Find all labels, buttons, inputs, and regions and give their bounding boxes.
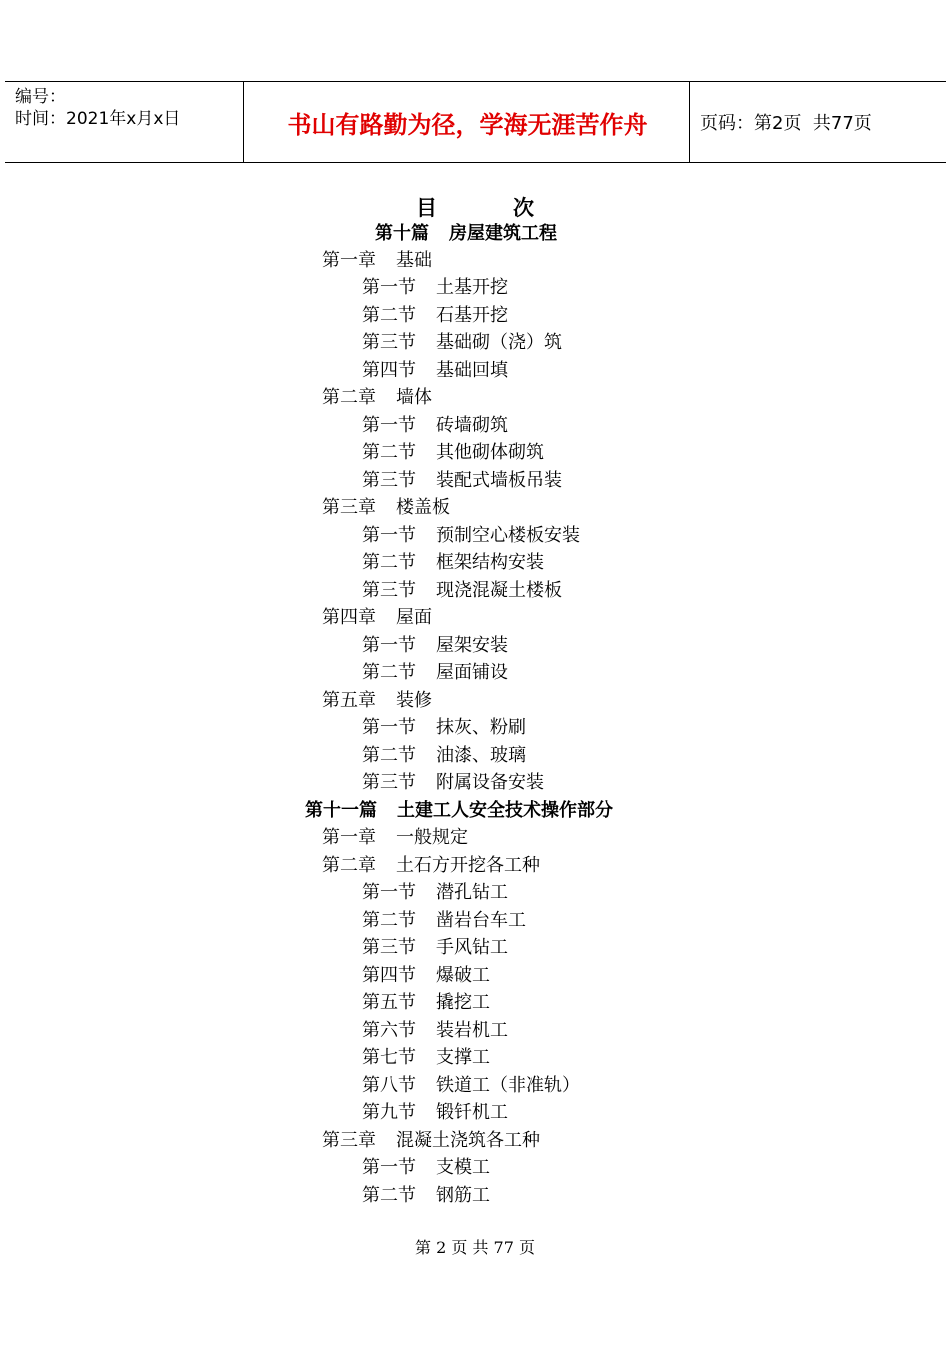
- toc-section: 第三节 基础砌（浇）筑: [362, 332, 562, 353]
- toc-chapter: 第一章 一般规定: [322, 827, 468, 848]
- toc-section: 第一节 预制空心楼板安装: [362, 525, 580, 546]
- toc-section: 第二节 石基开挖: [362, 305, 508, 326]
- toc-section: 第三节 附属设备安装: [362, 772, 544, 793]
- toc-section: 第二节 油漆、玻璃: [362, 745, 526, 766]
- toc-section: 第二节 凿岩台车工: [362, 910, 526, 931]
- toc-chapter: 第三章 混凝土浇筑各工种: [322, 1130, 540, 1151]
- header-meta: [15, 86, 180, 130]
- toc-section: 第五节 撬挖工: [362, 992, 490, 1013]
- toc-section: 第三节 手风钻工: [362, 937, 508, 958]
- header-page-code: 页码：第2页 共77页: [700, 113, 872, 134]
- toc-section: 第三节 现浇混凝土楼板: [362, 580, 562, 601]
- page-footer: 第 2 页 共 77 页: [415, 1238, 535, 1257]
- toc-section: 第七节 支撑工: [362, 1047, 490, 1068]
- toc-section: 第一节 支模工: [362, 1157, 490, 1178]
- header-motto: 书山有路勤为径，学海无涯苦作舟: [287, 110, 648, 139]
- toc-part: 第十一篇 土建工人安全技术操作部分: [305, 800, 613, 821]
- toc-section: 第二节 其他砌体砌筑: [362, 442, 544, 463]
- toc-section: 第八节 铁道工（非准轨）: [362, 1075, 580, 1096]
- toc-section: 第一节 抹灰、粉刷: [362, 717, 526, 738]
- toc-section: 第四节 基础回填: [362, 360, 508, 381]
- toc-section: 第一节 砖墙砌筑: [362, 415, 508, 436]
- toc-section: 第九节 锻钎机工: [362, 1102, 508, 1123]
- toc-section: 第二节 屋面铺设: [362, 662, 508, 683]
- header-divider: [243, 82, 244, 162]
- toc-section: 第六节 装岩机工: [362, 1020, 508, 1041]
- toc-chapter: 第三章 楼盖板: [322, 497, 450, 518]
- toc-section: 第二节 框架结构安装: [362, 552, 544, 573]
- toc-chapter: 第二章 墙体: [322, 387, 432, 408]
- toc-chapter: 第二章 土石方开挖各工种: [322, 855, 540, 876]
- toc-section: 第三节 装配式墙板吊装: [362, 470, 562, 491]
- toc-section: 第一节 土基开挖: [362, 277, 508, 298]
- toc-chapter: 第五章 装修: [322, 690, 432, 711]
- toc-part: 第十篇 房屋建筑工程: [375, 223, 557, 244]
- document-header: [5, 81, 946, 163]
- toc-section: 第二节 钢筋工: [362, 1185, 490, 1206]
- number-label: 编号：: [15, 87, 66, 107]
- toc-title: 目 次: [416, 195, 534, 220]
- time-label: 时间：2021年x月x日: [15, 109, 181, 129]
- toc-chapter: 第一章 基础: [322, 250, 432, 271]
- toc-section: 第一节 潜孔钻工: [362, 882, 508, 903]
- toc-section: 第四节 爆破工: [362, 965, 490, 986]
- toc-section: 第一节 屋架安装: [362, 635, 508, 656]
- toc-chapter: 第四章 屋面: [322, 607, 432, 628]
